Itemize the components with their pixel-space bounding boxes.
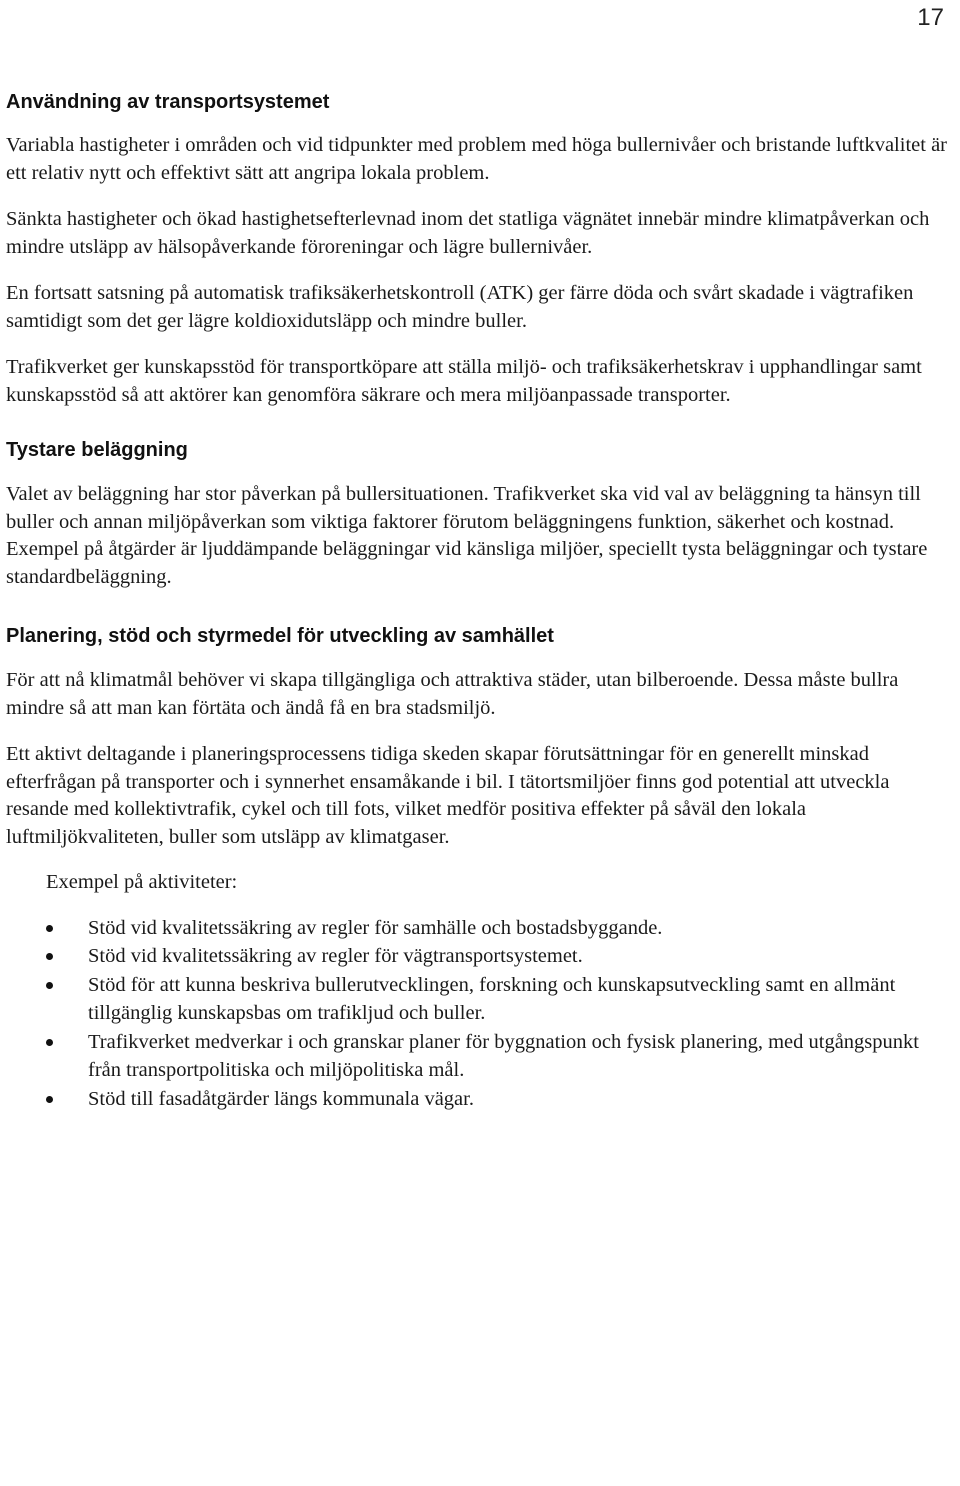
list-item: Stöd till fasadåtgärder längs kommunala vägar. [6,1085,951,1114]
paragraph: Ett aktivt deltagande i planeringsprocessens tidiga skeden skapar förutsättningar för en generellt minskad efterfrågan på transporter och i synnerhet ensamåkande i bil. I tätortsmiljöer finns god potential att utveckla resande med kollektivtrafik, cykel och till fots, vilket medför positiva effekter på såväl den lokala luftmiljökvaliteten, buller som utsläpp av klimatgaser. [6,743,890,848]
list-item: Stöd för att kunna beskriva bullerutvecklingen, forskning och kunskapsutveckling samt en allmänt tillgänglig kunskapsbas om trafikljud och buller. [6,971,951,1028]
examples-label: Exempel på aktiviteter: [46,871,238,893]
paragraph: Trafikverket ger kunskapsstöd för transportköpare att ställa miljö- och trafiksäkerhetskrav i upphandlingar samt kunskapsstöd så att aktörer kan genomföra säkrare och mera miljöanpassade transporter. [6,356,922,406]
bullet-icon [46,1039,53,1046]
bullet-icon [46,925,53,932]
list-item: Stöd vid kvalitetssäkring av regler för vägtransportsystemet. [6,942,951,971]
document-body [6,88,951,1113]
bullet-icon [46,982,53,989]
bullet-icon [46,953,53,960]
bullet-icon [46,1096,53,1103]
paragraph: Variabla hastigheter i områden och vid tidpunkter med problem med höga bullernivåer och bristande luftkvalitet är ett relativ nytt och effektivt sätt att angripa lokala problem. [6,134,947,184]
paragraph: För att nå klimatmål behöver vi skapa tillgängliga och attraktiva städer, utan bilberoende. Dessa måste bullra mindre så att man kan förtäta och ändå få en bra stadsmiljö. [6,669,899,719]
list-item: Trafikverket medverkar i och granskar planer för byggnation och fysisk planering, med utgångspunkt från transportpolitiska och miljöpolitiska mål. [6,1028,951,1085]
section-heading-planning: Planering, stöd och styrmedel för utveckling av samhället [6,625,554,647]
examples-list [6,914,951,1114]
list-item: Stöd vid kvalitetssäkring av regler för samhälle och bostadsbyggande. [6,914,951,943]
page-number: 17 [917,4,944,31]
paragraph: Valet av beläggning har stor påverkan på bullersituationen. Trafikverket ska vid val av beläggning ta hänsyn till buller och annan miljöpåverkan som viktiga faktorer förutom beläggningens funktion, säkerhet och kostnad. Exempel på åtgärder är ljuddämpande beläggningar vid känsliga miljöer, speciellt tysta beläggningar och tystare standardbeläggning. [6,483,928,588]
paragraph: Sänkta hastigheter och ökad hastighetsefterlevnad inom det statliga vägnätet innebär mindre klimatpåverkan och mindre utsläpp av hälsopåverkande föroreningar och lägre bullernivåer. [6,208,930,258]
paragraph: En fortsatt satsning på automatisk trafiksäkerhetskontroll (ATK) ger färre döda och svårt skadade i vägtrafiken samtidigt som det ger lägre koldioxidutsläpp och mindre buller. [6,282,914,332]
section-heading-transport-use: Användning av transportsystemet [6,91,330,113]
section-heading-quieter-pavement: Tystare beläggning [6,439,188,461]
